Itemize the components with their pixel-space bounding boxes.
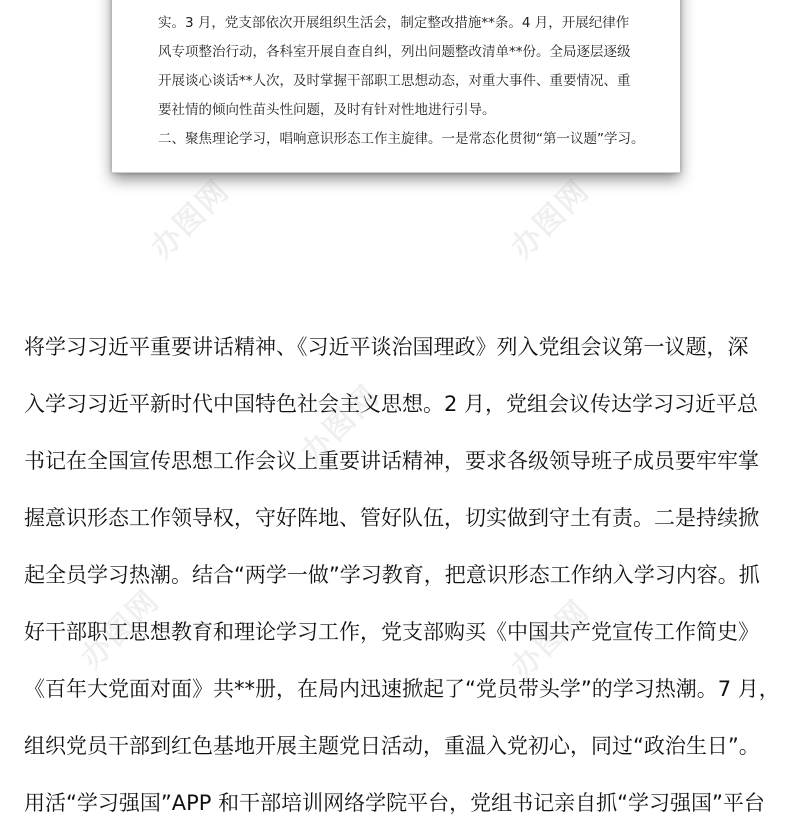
watermark: 办图网 bbox=[74, 583, 167, 676]
card-line: 开展谈心谈话**人次，及时掌握干部职工思想动态，对重大事件、重要情况、重 bbox=[158, 73, 631, 89]
card-line: 实。3 月，党支部依次开展组织生活会，制定整改措施**条。4 月，开展纪律作 bbox=[158, 15, 630, 31]
body-line: 入学习习近平新时代中国特色社会主义思想。2 月，党组会议传达学习习近平总 bbox=[24, 392, 759, 416]
watermark: 办图网 bbox=[294, 378, 387, 471]
watermark: 办图网 bbox=[144, 173, 237, 266]
body-line: 起全员学习热潮。结合“两学一做”学习教育，把意识形态工作纳入学习内容。抓 bbox=[24, 563, 760, 587]
watermark: 办图网 bbox=[504, 593, 597, 686]
body-line: 好干部职工思想教育和理论学习工作，党支部购买《中国共产党宣传工作简史》 bbox=[24, 620, 759, 644]
body-line: 握意识形态工作领导权，守好阵地、管好队伍，切实做到守土有责。二是持续掀 bbox=[24, 506, 759, 530]
watermark: 办图网 bbox=[504, 173, 597, 266]
document-preview-card bbox=[112, 0, 680, 173]
card-line: 二、聚焦理论学习，唱响意识形态工作主旋律。一是常态化贯彻“第一议题”学习。 bbox=[158, 131, 645, 147]
card-line: 要社情的倾向性苗头性问题，及时有针对性地进行引导。 bbox=[158, 102, 496, 118]
card-line: 风专项整治行动，各科室开展自查自纠，列出问题整改清单**份。全局逐层逐级 bbox=[158, 44, 631, 60]
body-paragraph bbox=[24, 325, 784, 821]
body-line: 用活“学习强国”APP 和干部培训网络学院平台，党组书记亲自抓“学习强国”平台 bbox=[24, 791, 765, 815]
body-line: 将学习习近平重要讲话精神、《习近平谈治国理政》列入党组会议第一议题，深 bbox=[24, 335, 749, 359]
body-line: 《百年大党面对面》共**册，在局内迅速掀起了“党员带头学”的学习热潮。7 月， bbox=[24, 677, 780, 701]
body-line: 组织党员干部到红色基地开展主题党日活动，重温入党初心，同过“政治生日”。 bbox=[24, 734, 760, 758]
body-line: 书记在全国宣传思想工作会议上重要讲话精神，要求各级领导班子成员要牢牢掌 bbox=[24, 449, 759, 473]
card-paragraph bbox=[158, 9, 644, 154]
